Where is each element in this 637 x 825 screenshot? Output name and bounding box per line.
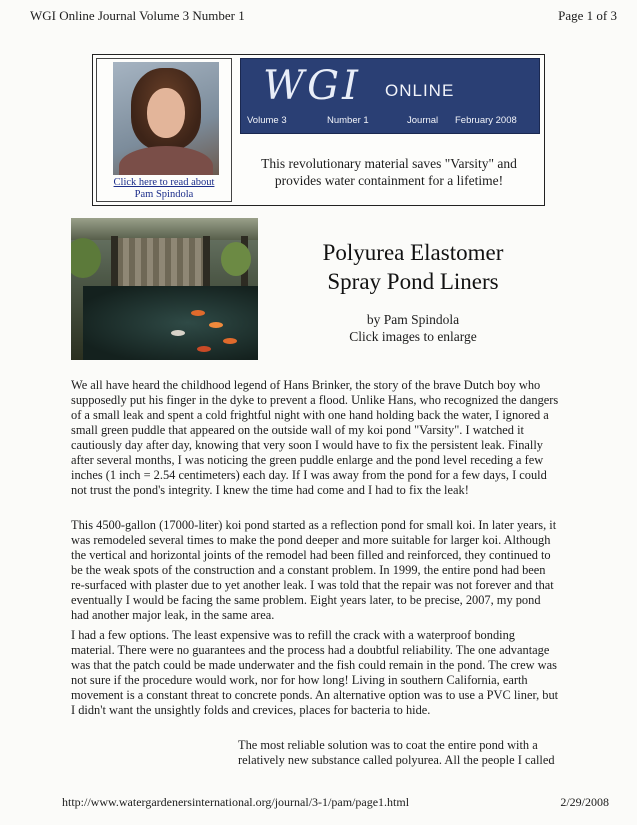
enlarge-note: Click images to enlarge [349,329,477,344]
page-number: Page 1 of 3 [558,8,617,23]
title-line2: Spray Pond Liners [327,269,499,294]
tagline-line2: provides water containment for a lifetime! [274,173,504,188]
browser-header-title: WGI Online Journal Volume 3 Number 1 [30,8,245,23]
author-bio-link[interactable] [97,177,231,201]
online-label: ONLINE [385,81,455,100]
volume-label: Volume 3 [247,115,287,126]
koi-pond-photo[interactable] [71,218,258,360]
journal-banner [92,54,545,206]
issue-date-label: February 2008 [455,115,517,126]
article-title [282,238,544,296]
author-bio-link-line1[interactable]: Click here to read about [113,177,215,188]
footer-date: 2/29/2008 [560,795,609,809]
journal-label: Journal [407,115,439,126]
author-byline: by Pam Spindola [366,312,460,327]
author-photo-cell[interactable] [96,58,232,202]
paragraph-1: We all have heard the childhood legend of Hans Brinker, the story of the brave Dutch boy who supposedly put his finger in the dyke to prevent a flood. Unlike Hans, who recognized the dangers of a small leak and spent a cold frightful night with one hand holding back the water, I ignored a small green puddle that appeared on the outside wall of my koi pond "Varsity". I watched it cautiously day after day, knowing that very soon I would have to fix the persistent leak. Finally after several months, I was noticing the green puddle enlarge and the pond level receding a few inches (1 inch = 2.54 centimeters) each day. If I was away from the pond for a few days, I could not trust the pond's integrity. I knew the time had come and I had to fix the leak! [71,378,559,497]
footer-url: http://www.watergardenersinternational.org/journal/3-1/pam/page1.html [62,795,410,809]
wgi-online-logo-bar [240,58,540,134]
number-label: Number 1 [327,115,369,126]
paragraph-2: This 4500-gallon (17000-liter) koi pond started as a reflection pond for small koi. In later years, it was remodeled several times to make the pond deeper and more suitable for larger koi. Although the vertical and horizontal joints of the remodel had been filled and reinforced, they continued to be the weak spots of the construction and a constant problem. In 1999, the entire pond had been re-surfaced with plaster due to yet another leak. I was told that the repair was not forever and that eventually I would be facing the same problem. Eight years later, to be precise, 2007, my pond had another major leak, in the same area. [71,518,557,622]
tagline-line1: This revolutionary material saves "Varsity" and [261,156,517,171]
wgi-logo: WGI [263,63,361,109]
author-portrait[interactable] [113,62,219,175]
paragraph-4: The most reliable solution was to coat the entire pond with a relatively new substance called polyurea. All the people I called [238,738,555,767]
byline [282,311,544,345]
title-line1: Polyurea Elastomer [322,240,504,265]
banner-tagline [240,155,538,189]
paragraph-3: I had a few options. The least expensive was to refill the crack with a waterproof bonding material. There were no guarantees and the process had a doubtful reliability. The one advantage was that the patch could be made underwater and the fish could remain in the pond. The crew was not sure if the procedure would work, nor for how long! Living in southern California, earth movement is a constant threat to concrete ponds. An alternative option was to use a PVC liner, but I didn't want the unsightly folds and crevices, places for bacteria to hide. [71,628,559,717]
author-bio-link-line2[interactable]: Pam Spindola [134,189,194,200]
